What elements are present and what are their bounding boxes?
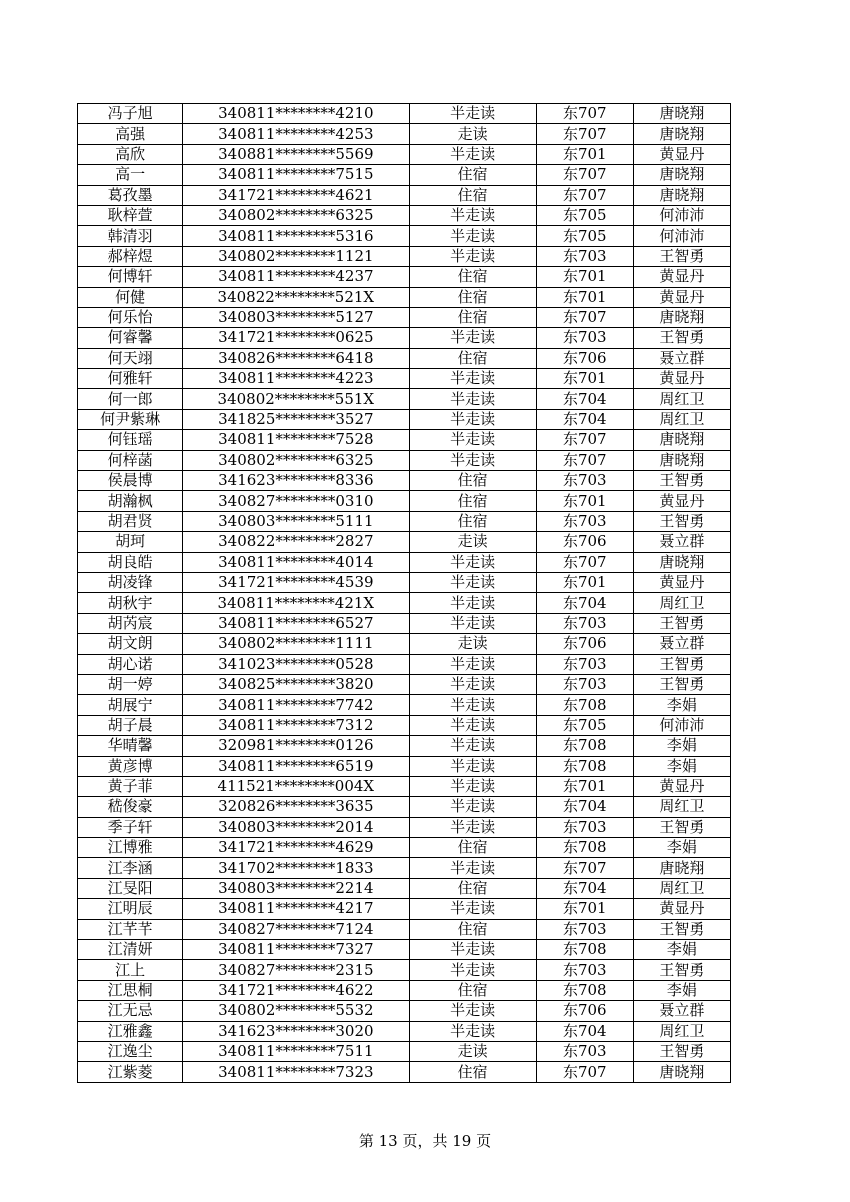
- room-cell: 东704: [536, 389, 633, 409]
- id-number-cell: 340825********3820: [183, 674, 409, 694]
- student-name-cell: 江博雅: [78, 838, 183, 858]
- student-name-cell: 江思桐: [78, 980, 183, 1000]
- id-number-cell: 340822********2827: [183, 532, 409, 552]
- id-number-cell: 340802********1111: [183, 634, 409, 654]
- id-number-cell: 340811********4014: [183, 552, 409, 572]
- room-cell: 东708: [536, 838, 633, 858]
- boarding-type-cell: 半走读: [409, 593, 536, 613]
- room-cell: 东706: [536, 1001, 633, 1021]
- id-number-cell: 340811********7742: [183, 695, 409, 715]
- teacher-cell: 唐晓翔: [633, 1062, 730, 1082]
- boarding-type-cell: 住宿: [409, 185, 536, 205]
- room-cell: 东708: [536, 736, 633, 756]
- boarding-type-cell: 半走读: [409, 552, 536, 572]
- teacher-cell: 何沛沛: [633, 205, 730, 225]
- id-number-cell: 340811********4210: [183, 104, 409, 124]
- id-number-cell: 341623********3020: [183, 1021, 409, 1041]
- boarding-type-cell: 住宿: [409, 980, 536, 1000]
- table-row: [78, 858, 731, 878]
- student-name-cell: 郝梓煜: [78, 246, 183, 266]
- boarding-type-cell: 住宿: [409, 491, 536, 511]
- boarding-type-cell: 走读: [409, 124, 536, 144]
- id-number-cell: 340811********7511: [183, 1041, 409, 1061]
- id-number-cell: 340811********4217: [183, 899, 409, 919]
- teacher-cell: 王智勇: [633, 511, 730, 531]
- room-cell: 东707: [536, 552, 633, 572]
- boarding-type-cell: 走读: [409, 634, 536, 654]
- teacher-cell: 唐晓翔: [633, 552, 730, 572]
- boarding-type-cell: 半走读: [409, 817, 536, 837]
- table-row: [78, 450, 731, 470]
- room-cell: 东701: [536, 267, 633, 287]
- student-name-cell: 胡子晨: [78, 715, 183, 735]
- student-name-cell: 江李涵: [78, 858, 183, 878]
- student-name-cell: 高强: [78, 124, 183, 144]
- table-row: [78, 104, 731, 124]
- table-row: [78, 674, 731, 694]
- student-name-cell: 江紫菱: [78, 1062, 183, 1082]
- room-cell: 东704: [536, 878, 633, 898]
- student-name-cell: 葛孜墨: [78, 185, 183, 205]
- student-name-cell: 高一: [78, 165, 183, 185]
- boarding-type-cell: 住宿: [409, 267, 536, 287]
- student-name-cell: 江明辰: [78, 899, 183, 919]
- student-name-cell: 胡瀚枫: [78, 491, 183, 511]
- boarding-type-cell: 住宿: [409, 348, 536, 368]
- student-name-cell: 江无忌: [78, 1001, 183, 1021]
- table-row: [78, 471, 731, 491]
- table-row: [78, 593, 731, 613]
- boarding-type-cell: 半走读: [409, 776, 536, 796]
- student-name-cell: 胡珂: [78, 532, 183, 552]
- id-number-cell: 340811********7327: [183, 940, 409, 960]
- room-cell: 东707: [536, 1062, 633, 1082]
- boarding-type-cell: 半走读: [409, 654, 536, 674]
- table-row: [78, 165, 731, 185]
- table-row: [78, 736, 731, 756]
- teacher-cell: 唐晓翔: [633, 104, 730, 124]
- boarding-type-cell: 半走读: [409, 674, 536, 694]
- student-name-cell: 胡良皓: [78, 552, 183, 572]
- boarding-type-cell: 半走读: [409, 369, 536, 389]
- teacher-cell: 李娟: [633, 736, 730, 756]
- id-number-cell: 341721********4621: [183, 185, 409, 205]
- boarding-type-cell: 住宿: [409, 287, 536, 307]
- student-name-cell: 江旻阳: [78, 878, 183, 898]
- table-row: [78, 124, 731, 144]
- teacher-cell: 周红卫: [633, 797, 730, 817]
- id-number-cell: 340811********7515: [183, 165, 409, 185]
- table-row: [78, 287, 731, 307]
- table-row: [78, 654, 731, 674]
- student-name-cell: 冯子旭: [78, 104, 183, 124]
- teacher-cell: 李娟: [633, 838, 730, 858]
- boarding-type-cell: 半走读: [409, 899, 536, 919]
- student-name-cell: 何健: [78, 287, 183, 307]
- table-row: [78, 328, 731, 348]
- boarding-type-cell: 半走读: [409, 715, 536, 735]
- room-cell: 东707: [536, 450, 633, 470]
- room-cell: 东704: [536, 593, 633, 613]
- teacher-cell: 王智勇: [633, 1041, 730, 1061]
- room-cell: 东708: [536, 695, 633, 715]
- teacher-cell: 王智勇: [633, 919, 730, 939]
- table-row: [78, 389, 731, 409]
- room-cell: 东707: [536, 185, 633, 205]
- boarding-type-cell: 半走读: [409, 756, 536, 776]
- teacher-cell: 王智勇: [633, 674, 730, 694]
- room-cell: 东708: [536, 756, 633, 776]
- teacher-cell: 黄显丹: [633, 776, 730, 796]
- id-number-cell: 341825********3527: [183, 409, 409, 429]
- room-cell: 东705: [536, 715, 633, 735]
- table-row: [78, 899, 731, 919]
- boarding-type-cell: 住宿: [409, 471, 536, 491]
- id-number-cell: 320826********3635: [183, 797, 409, 817]
- table-row: [78, 776, 731, 796]
- student-name-cell: 江芊芊: [78, 919, 183, 939]
- room-cell: 东708: [536, 940, 633, 960]
- room-cell: 东701: [536, 287, 633, 307]
- room-cell: 东701: [536, 776, 633, 796]
- room-cell: 东703: [536, 817, 633, 837]
- id-number-cell: 341721********0625: [183, 328, 409, 348]
- table-row: [78, 613, 731, 633]
- teacher-cell: 王智勇: [633, 613, 730, 633]
- table-row: [78, 572, 731, 592]
- boarding-type-cell: 半走读: [409, 613, 536, 633]
- table-row: [78, 267, 731, 287]
- teacher-cell: 王智勇: [633, 817, 730, 837]
- id-number-cell: 340827********0310: [183, 491, 409, 511]
- boarding-type-cell: 半走读: [409, 246, 536, 266]
- room-cell: 东703: [536, 654, 633, 674]
- student-name-cell: 何乐怡: [78, 307, 183, 327]
- id-number-cell: 340802********5532: [183, 1001, 409, 1021]
- teacher-cell: 唐晓翔: [633, 450, 730, 470]
- table-row: [78, 246, 731, 266]
- room-cell: 东701: [536, 572, 633, 592]
- room-cell: 东707: [536, 165, 633, 185]
- boarding-type-cell: 半走读: [409, 940, 536, 960]
- teacher-cell: 周红卫: [633, 1021, 730, 1041]
- id-number-cell: 340802********551X: [183, 389, 409, 409]
- student-name-cell: 胡秋宇: [78, 593, 183, 613]
- student-name-cell: 何博轩: [78, 267, 183, 287]
- table-row: [78, 817, 731, 837]
- student-name-cell: 何一郎: [78, 389, 183, 409]
- table-row: [78, 940, 731, 960]
- room-cell: 东701: [536, 369, 633, 389]
- student-name-cell: 胡展宁: [78, 695, 183, 715]
- teacher-cell: 聂立群: [633, 532, 730, 552]
- student-name-cell: 江上: [78, 960, 183, 980]
- boarding-type-cell: 住宿: [409, 838, 536, 858]
- boarding-type-cell: 半走读: [409, 695, 536, 715]
- room-cell: 东701: [536, 144, 633, 164]
- teacher-cell: 周红卫: [633, 409, 730, 429]
- teacher-cell: 周红卫: [633, 878, 730, 898]
- table-row: [78, 491, 731, 511]
- table-row: [78, 838, 731, 858]
- room-cell: 东706: [536, 634, 633, 654]
- student-name-cell: 江雅鑫: [78, 1021, 183, 1041]
- id-number-cell: 340803********5127: [183, 307, 409, 327]
- student-name-cell: 华晴馨: [78, 736, 183, 756]
- teacher-cell: 唐晓翔: [633, 307, 730, 327]
- teacher-cell: 黄显丹: [633, 491, 730, 511]
- student-name-cell: 何雅轩: [78, 369, 183, 389]
- student-name-cell: 胡凌锋: [78, 572, 183, 592]
- id-number-cell: 341623********8336: [183, 471, 409, 491]
- boarding-type-cell: 半走读: [409, 226, 536, 246]
- student-name-cell: 耿梓萱: [78, 205, 183, 225]
- roster-body: [78, 104, 731, 1083]
- teacher-cell: 黄显丹: [633, 572, 730, 592]
- table-row: [78, 226, 731, 246]
- teacher-cell: 黄显丹: [633, 287, 730, 307]
- teacher-cell: 唐晓翔: [633, 165, 730, 185]
- boarding-type-cell: 半走读: [409, 1001, 536, 1021]
- id-number-cell: 340811********5316: [183, 226, 409, 246]
- boarding-type-cell: 半走读: [409, 572, 536, 592]
- room-cell: 东705: [536, 226, 633, 246]
- table-row: [78, 1041, 731, 1061]
- boarding-type-cell: 半走读: [409, 797, 536, 817]
- student-name-cell: 季子轩: [78, 817, 183, 837]
- boarding-type-cell: 半走读: [409, 409, 536, 429]
- student-name-cell: 高欣: [78, 144, 183, 164]
- table-row: [78, 430, 731, 450]
- teacher-cell: 何沛沛: [633, 715, 730, 735]
- teacher-cell: 黄显丹: [633, 369, 730, 389]
- room-cell: 东707: [536, 430, 633, 450]
- student-name-cell: 胡心诺: [78, 654, 183, 674]
- id-number-cell: 340811********4253: [183, 124, 409, 144]
- room-cell: 东704: [536, 409, 633, 429]
- table-row: [78, 634, 731, 654]
- student-name-cell: 何钰瑶: [78, 430, 183, 450]
- boarding-type-cell: 走读: [409, 532, 536, 552]
- student-name-cell: 胡一婷: [78, 674, 183, 694]
- id-number-cell: 340802********6325: [183, 205, 409, 225]
- id-number-cell: 341721********4539: [183, 572, 409, 592]
- teacher-cell: 王智勇: [633, 960, 730, 980]
- id-number-cell: 340826********6418: [183, 348, 409, 368]
- teacher-cell: 李娟: [633, 940, 730, 960]
- room-cell: 东701: [536, 899, 633, 919]
- id-number-cell: 340827********2315: [183, 960, 409, 980]
- student-name-cell: 胡文朗: [78, 634, 183, 654]
- boarding-type-cell: 半走读: [409, 858, 536, 878]
- teacher-cell: 李娟: [633, 695, 730, 715]
- room-cell: 东703: [536, 328, 633, 348]
- table-row: [78, 919, 731, 939]
- room-cell: 东703: [536, 511, 633, 531]
- table-row: [78, 1062, 731, 1082]
- room-cell: 东704: [536, 1021, 633, 1041]
- student-name-cell: 江逸尘: [78, 1041, 183, 1061]
- table-row: [78, 960, 731, 980]
- room-cell: 东703: [536, 960, 633, 980]
- teacher-cell: 李娟: [633, 980, 730, 1000]
- boarding-type-cell: 半走读: [409, 450, 536, 470]
- id-number-cell: 341721********4629: [183, 838, 409, 858]
- boarding-type-cell: 住宿: [409, 878, 536, 898]
- student-name-cell: 江清妍: [78, 940, 183, 960]
- boarding-type-cell: 半走读: [409, 205, 536, 225]
- student-name-cell: 侯晨博: [78, 471, 183, 491]
- student-name-cell: 何睿馨: [78, 328, 183, 348]
- table-row: [78, 511, 731, 531]
- student-name-cell: 何梓菡: [78, 450, 183, 470]
- student-name-cell: 嵇俊豪: [78, 797, 183, 817]
- boarding-type-cell: 半走读: [409, 1021, 536, 1041]
- boarding-type-cell: 半走读: [409, 736, 536, 756]
- teacher-cell: 黄显丹: [633, 899, 730, 919]
- student-name-cell: 黄彦博: [78, 756, 183, 776]
- room-cell: 东706: [536, 532, 633, 552]
- id-number-cell: 341721********4622: [183, 980, 409, 1000]
- teacher-cell: 唐晓翔: [633, 858, 730, 878]
- id-number-cell: 340803********2014: [183, 817, 409, 837]
- student-name-cell: 韩清羽: [78, 226, 183, 246]
- student-name-cell: 何尹紫琳: [78, 409, 183, 429]
- room-cell: 东703: [536, 674, 633, 694]
- table-row: [78, 307, 731, 327]
- table-row: [78, 715, 731, 735]
- id-number-cell: 340811********4223: [183, 369, 409, 389]
- room-cell: 东707: [536, 307, 633, 327]
- room-cell: 东703: [536, 1041, 633, 1061]
- room-cell: 东707: [536, 124, 633, 144]
- boarding-type-cell: 半走读: [409, 960, 536, 980]
- id-number-cell: 340827********7124: [183, 919, 409, 939]
- id-number-cell: 340803********5111: [183, 511, 409, 531]
- teacher-cell: 李娟: [633, 756, 730, 776]
- id-number-cell: 320981********0126: [183, 736, 409, 756]
- room-cell: 东706: [536, 348, 633, 368]
- boarding-type-cell: 半走读: [409, 430, 536, 450]
- table-row: [78, 348, 731, 368]
- table-row: [78, 369, 731, 389]
- page-footer: 第 13 页，共 19 页: [358, 1132, 492, 1150]
- table-row: [78, 695, 731, 715]
- student-name-cell: 何天翊: [78, 348, 183, 368]
- boarding-type-cell: 半走读: [409, 328, 536, 348]
- room-cell: 东704: [536, 797, 633, 817]
- id-number-cell: 340881********5569: [183, 144, 409, 164]
- teacher-cell: 唐晓翔: [633, 124, 730, 144]
- id-number-cell: 340811********7323: [183, 1062, 409, 1082]
- table-row: [78, 532, 731, 552]
- table-row: [78, 552, 731, 572]
- boarding-type-cell: 住宿: [409, 511, 536, 531]
- teacher-cell: 唐晓翔: [633, 185, 730, 205]
- teacher-cell: 聂立群: [633, 1001, 730, 1021]
- teacher-cell: 唐晓翔: [633, 430, 730, 450]
- table-row: [78, 1021, 731, 1041]
- teacher-cell: 王智勇: [633, 654, 730, 674]
- table-row: [78, 878, 731, 898]
- table-row: [78, 409, 731, 429]
- table-row: [78, 144, 731, 164]
- id-number-cell: 411521********004X: [183, 776, 409, 796]
- teacher-cell: 何沛沛: [633, 226, 730, 246]
- boarding-type-cell: 半走读: [409, 144, 536, 164]
- student-name-cell: 黄子菲: [78, 776, 183, 796]
- room-cell: 东703: [536, 246, 633, 266]
- boarding-type-cell: 住宿: [409, 307, 536, 327]
- id-number-cell: 340822********521X: [183, 287, 409, 307]
- table-row: [78, 797, 731, 817]
- student-name-cell: 胡芮宸: [78, 613, 183, 633]
- id-number-cell: 340802********1121: [183, 246, 409, 266]
- boarding-type-cell: 半走读: [409, 389, 536, 409]
- room-cell: 东701: [536, 491, 633, 511]
- id-number-cell: 340811********6527: [183, 613, 409, 633]
- boarding-type-cell: 住宿: [409, 919, 536, 939]
- teacher-cell: 黄显丹: [633, 267, 730, 287]
- teacher-cell: 聂立群: [633, 348, 730, 368]
- table-row: [78, 1001, 731, 1021]
- room-cell: 东703: [536, 613, 633, 633]
- room-cell: 东703: [536, 919, 633, 939]
- student-name-cell: 胡君贤: [78, 511, 183, 531]
- teacher-cell: 王智勇: [633, 246, 730, 266]
- room-cell: 东705: [536, 205, 633, 225]
- room-cell: 东708: [536, 980, 633, 1000]
- id-number-cell: 341023********0528: [183, 654, 409, 674]
- room-cell: 东707: [536, 858, 633, 878]
- id-number-cell: 340803********2214: [183, 878, 409, 898]
- room-cell: 东703: [536, 471, 633, 491]
- teacher-cell: 周红卫: [633, 389, 730, 409]
- teacher-cell: 黄显丹: [633, 144, 730, 164]
- student-roster-table: [77, 103, 731, 1083]
- teacher-cell: 周红卫: [633, 593, 730, 613]
- teacher-cell: 聂立群: [633, 634, 730, 654]
- table-row: [78, 185, 731, 205]
- boarding-type-cell: 半走读: [409, 104, 536, 124]
- table-row: [78, 756, 731, 776]
- boarding-type-cell: 住宿: [409, 165, 536, 185]
- id-number-cell: 340802********6325: [183, 450, 409, 470]
- id-number-cell: 340811********6519: [183, 756, 409, 776]
- boarding-type-cell: 走读: [409, 1041, 536, 1061]
- id-number-cell: 340811********7312: [183, 715, 409, 735]
- teacher-cell: 王智勇: [633, 471, 730, 491]
- id-number-cell: 341702********1833: [183, 858, 409, 878]
- id-number-cell: 340811********421X: [183, 593, 409, 613]
- table-row: [78, 980, 731, 1000]
- table-row: [78, 205, 731, 225]
- teacher-cell: 王智勇: [633, 328, 730, 348]
- id-number-cell: 340811********4237: [183, 267, 409, 287]
- id-number-cell: 340811********7528: [183, 430, 409, 450]
- boarding-type-cell: 住宿: [409, 1062, 536, 1082]
- room-cell: 东707: [536, 104, 633, 124]
